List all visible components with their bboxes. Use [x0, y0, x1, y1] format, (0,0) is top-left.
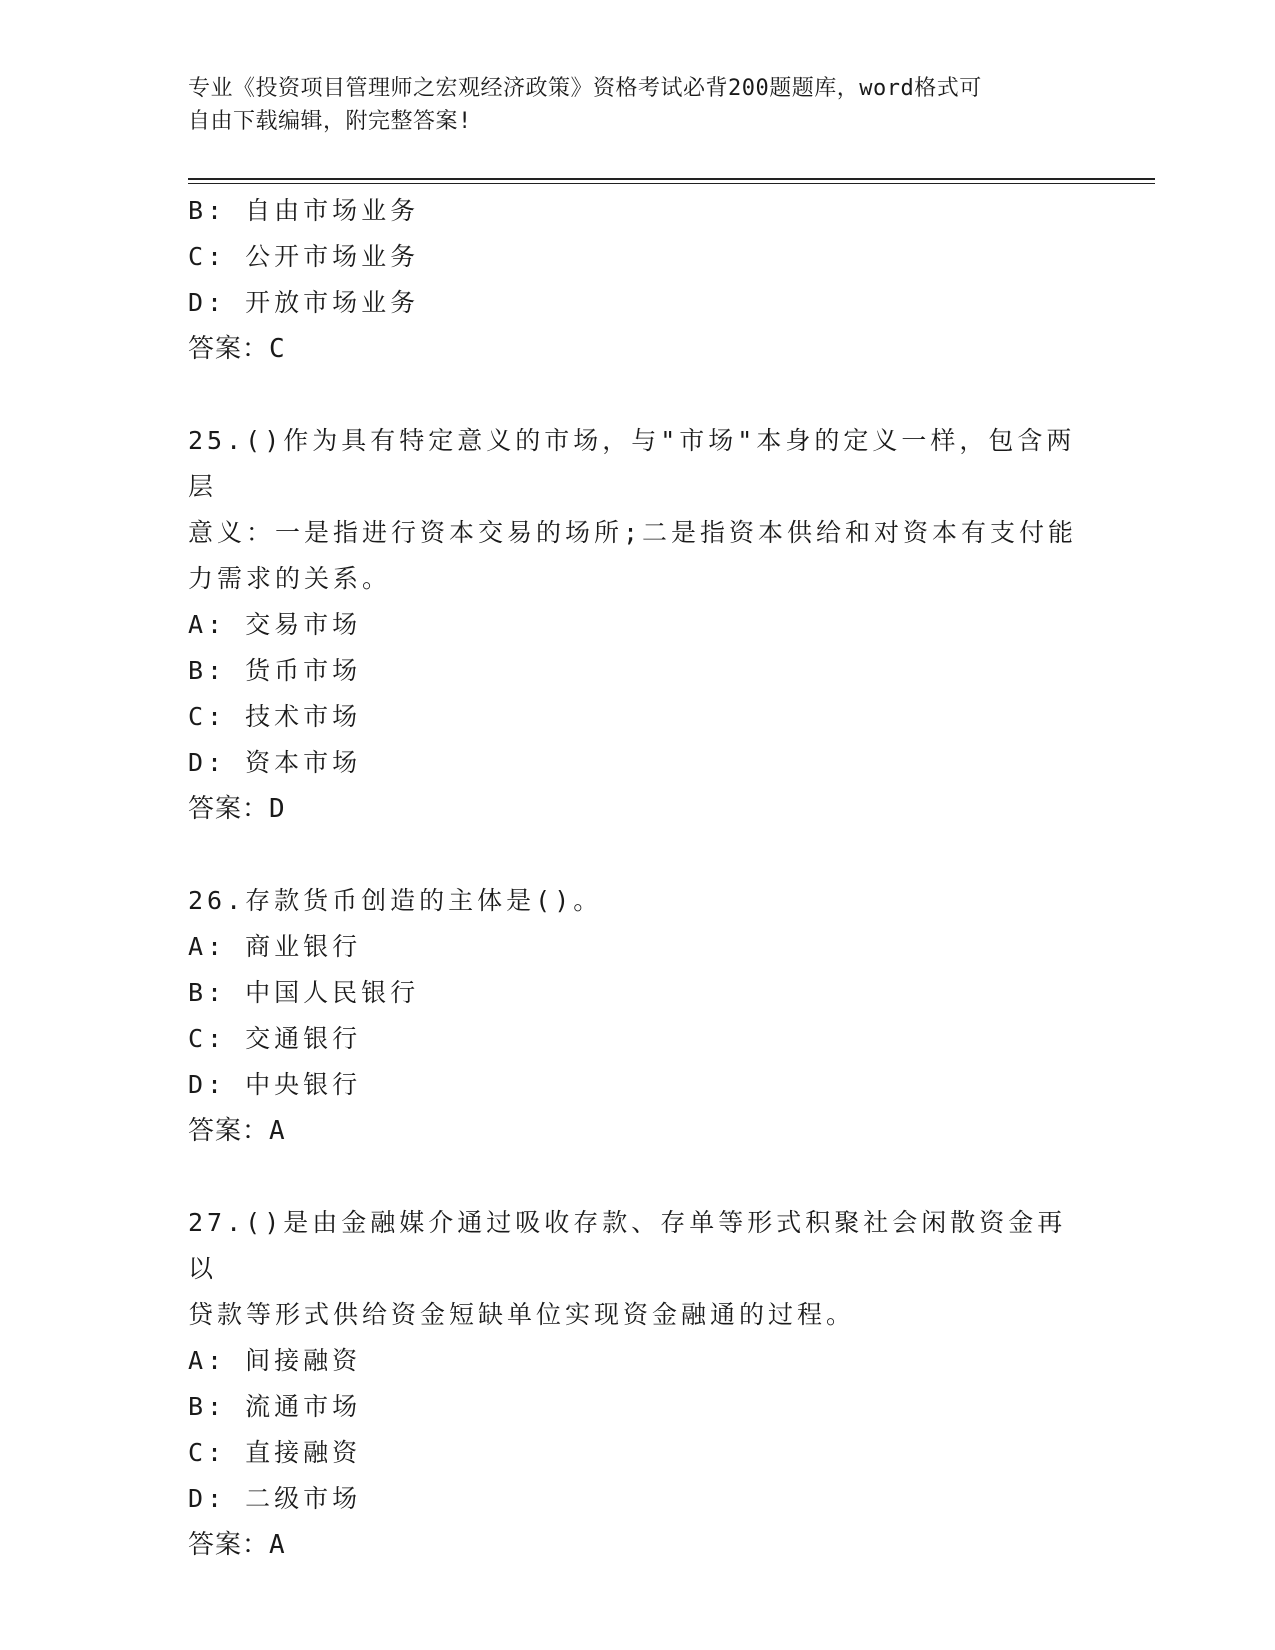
answer-label: 答案： — [188, 794, 270, 824]
answer-value: A — [269, 1116, 286, 1146]
option-b: B: 中国人民银行 — [188, 978, 420, 1007]
option-d: D: 中央银行 — [188, 1070, 362, 1099]
answer-line — [188, 786, 1088, 832]
option-c: C: 技术市场 — [188, 702, 362, 731]
answer-label: 答案： — [188, 1530, 270, 1560]
spacer — [188, 832, 1088, 878]
document-body — [188, 188, 1088, 1568]
question-text-line: 力需求的关系。 — [188, 564, 392, 593]
option-b: B: 货币市场 — [188, 656, 362, 685]
question-text-line: 25.()作为具有特定意义的市场，与"市场"本身的定义一样，包含两层 — [188, 426, 1076, 501]
question-text-line: 26.存款货币创造的主体是()。 — [188, 886, 603, 915]
option-a: A: 交易市场 — [188, 610, 362, 639]
answer-line — [188, 326, 1088, 372]
option-c: C: 直接融资 — [188, 1438, 362, 1467]
option-a: A: 商业银行 — [188, 932, 362, 961]
document-header — [188, 72, 1068, 138]
option-c: C: 公开市场业务 — [188, 242, 420, 271]
question-text-line: 27.()是由金融媒介通过吸收存款、存单等形式积聚社会闲散资金再以 — [188, 1208, 1067, 1283]
answer-label: 答案： — [188, 334, 270, 364]
spacer — [188, 1154, 1088, 1200]
question-26 — [188, 878, 1088, 1154]
question-text-line: 意义：一是指进行资本交易的场所;二是指资本供给和对资本有支付能 — [188, 518, 1078, 547]
option-a: A: 间接融资 — [188, 1346, 362, 1375]
option-c: C: 交通银行 — [188, 1024, 362, 1053]
option-d: D: 开放市场业务 — [188, 288, 420, 317]
header-rule-thick — [188, 178, 1155, 180]
answer-label: 答案： — [188, 1116, 270, 1146]
option-d: D: 资本市场 — [188, 748, 362, 777]
option-d: D: 二级市场 — [188, 1484, 362, 1513]
answer-value: C — [269, 334, 286, 364]
question-25 — [188, 418, 1088, 832]
question-27 — [188, 1200, 1088, 1568]
option-b: B: 流通市场 — [188, 1392, 362, 1421]
spacer — [188, 372, 1088, 418]
question-text-line: 贷款等形式供给资金短缺单位实现资金融通的过程。 — [188, 1300, 856, 1329]
answer-line — [188, 1108, 1088, 1154]
answer-line — [188, 1522, 1088, 1568]
answer-value: A — [269, 1530, 286, 1560]
question-24-continuation — [188, 188, 1088, 372]
header-line-1: 专业《投资项目管理师之宏观经济政策》资格考试必背200题题库，word格式可 — [188, 76, 982, 101]
header-line-2: 自由下载编辑，附完整答案! — [188, 109, 472, 134]
answer-value: D — [269, 794, 286, 824]
option-b: B: 自由市场业务 — [188, 196, 420, 225]
header-rule-thin — [188, 183, 1155, 184]
